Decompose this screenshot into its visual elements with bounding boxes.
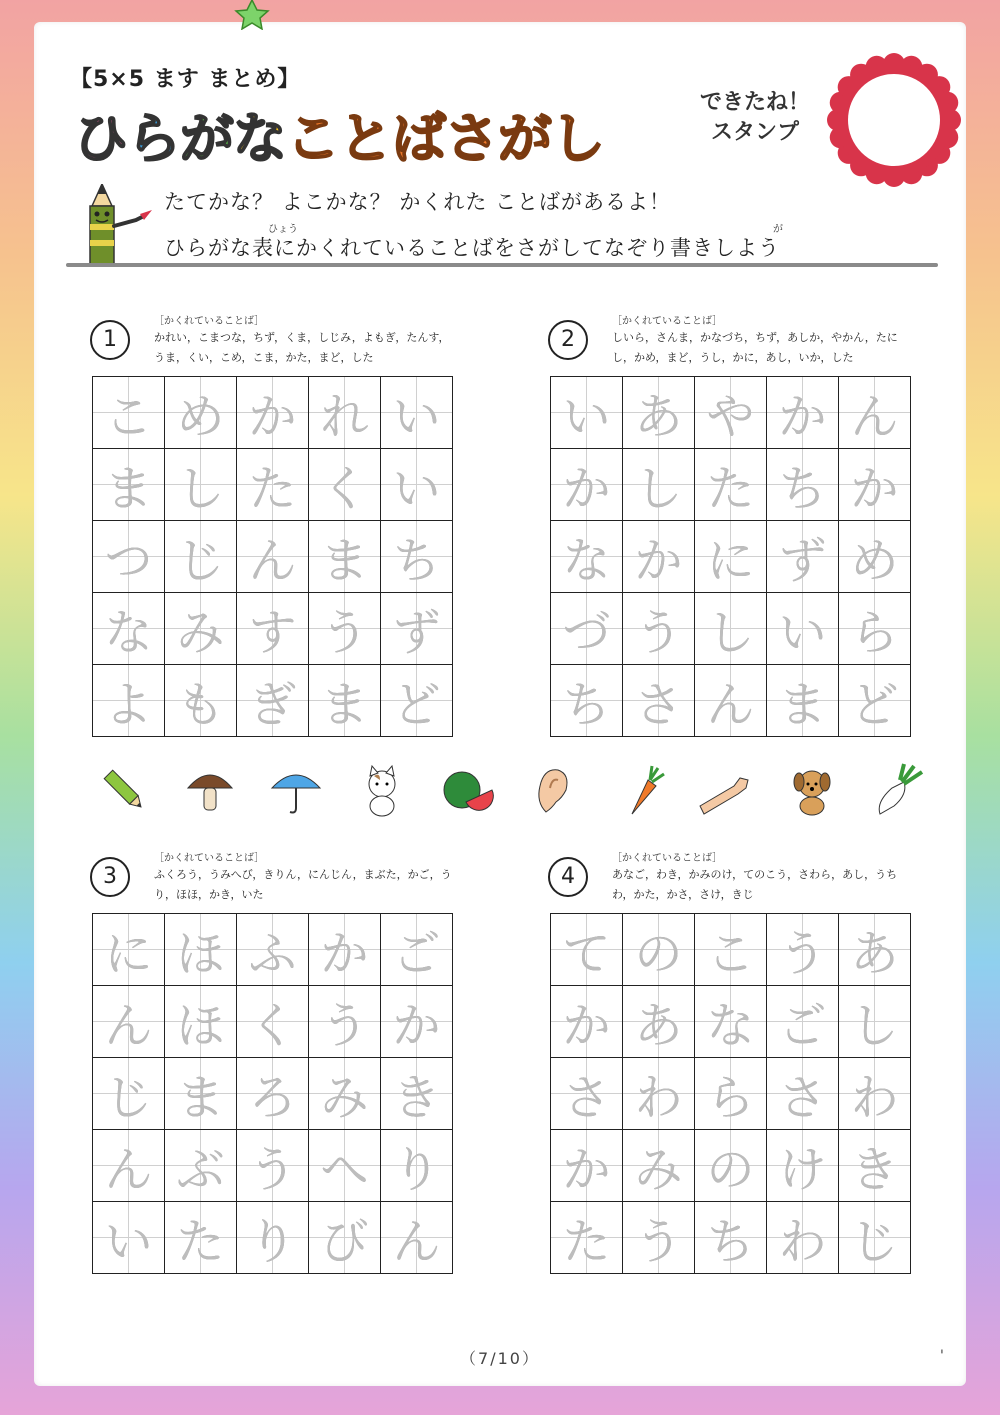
grid-cell[interactable]: に bbox=[695, 521, 767, 593]
hidden-words-label: ［かくれていることば］ bbox=[154, 853, 265, 864]
grid-cell[interactable]: く bbox=[237, 986, 309, 1058]
grid-cell[interactable]: か bbox=[551, 449, 623, 521]
grid-cell[interactable]: ず bbox=[767, 521, 839, 593]
carrot-icon bbox=[612, 762, 668, 818]
grid-cell[interactable]: ん bbox=[839, 377, 911, 449]
title-letter: が bbox=[180, 107, 233, 170]
grid-cell[interactable]: り bbox=[237, 1202, 309, 1274]
grid-cell[interactable]: わ bbox=[623, 1058, 695, 1130]
worksheet-subtitle: 【5×5 ます まとめ】 bbox=[70, 67, 301, 92]
grid-cell[interactable]: し bbox=[695, 593, 767, 665]
grid-cell[interactable]: ふ bbox=[237, 914, 309, 986]
letter-grid bbox=[92, 376, 453, 737]
hidden-words-label: ［かくれていることば］ bbox=[154, 316, 265, 327]
grid-cell[interactable]: づ bbox=[551, 593, 623, 665]
title-letter: な bbox=[233, 107, 286, 170]
grid-cell[interactable]: か bbox=[623, 521, 695, 593]
grid-cell[interactable]: い bbox=[551, 377, 623, 449]
title-hiragana bbox=[74, 107, 286, 170]
grid-cell[interactable]: こ bbox=[93, 377, 165, 449]
grid-cell[interactable]: ん bbox=[93, 1130, 165, 1202]
grid-cell[interactable]: て bbox=[551, 914, 623, 986]
letter-grid bbox=[92, 913, 453, 1274]
stamp-label bbox=[690, 88, 820, 148]
grid-cell[interactable]: ん bbox=[93, 986, 165, 1058]
grid-cell[interactable]: め bbox=[165, 377, 237, 449]
umbrella-icon bbox=[268, 762, 324, 818]
grid-cell[interactable]: み bbox=[309, 1058, 381, 1130]
grid-cell[interactable]: に bbox=[93, 914, 165, 986]
grid-cell[interactable]: う bbox=[623, 1202, 695, 1274]
grid-cell[interactable]: ほ bbox=[165, 914, 237, 986]
grid-cell[interactable]: わ bbox=[839, 1058, 911, 1130]
grid-cell[interactable]: さ bbox=[551, 1058, 623, 1130]
grid-cell[interactable]: ど bbox=[839, 665, 911, 737]
picture-row bbox=[96, 762, 916, 822]
grid-cell[interactable]: ぎ bbox=[237, 665, 309, 737]
grid-cell[interactable]: び bbox=[309, 1202, 381, 1274]
grid-cell[interactable]: も bbox=[165, 665, 237, 737]
instruction-line-1: たてかな？ よこかな？ かくれた ことばがあるよ！ bbox=[164, 190, 672, 214]
hidden-words-list: あなご，わき，かみのけ，てのこう，さわら，あし，うちわ，かた，かさ，さけ，きじ bbox=[612, 868, 898, 901]
hidden-words-list: しいら，さんま，かなづち，ちず，あしか，やかん，たにし，かめ，まど，うし，かに，あし，いか，した bbox=[612, 331, 898, 364]
stamp-label-line2: スタンプ bbox=[710, 120, 799, 145]
grid-cell[interactable]: し bbox=[623, 449, 695, 521]
grid-cell[interactable]: か bbox=[381, 986, 453, 1058]
grid-cell[interactable]: ま bbox=[165, 1058, 237, 1130]
grid-cell[interactable]: り bbox=[381, 1130, 453, 1202]
grid-cell[interactable]: な bbox=[93, 593, 165, 665]
grid-cell[interactable]: こ bbox=[695, 914, 767, 986]
grid-cell[interactable]: め bbox=[839, 521, 911, 593]
puzzle-number: 2 bbox=[548, 320, 588, 360]
grid-cell[interactable]: い bbox=[381, 449, 453, 521]
instruction-line-2: ひらがな表にかくれていることばをさがしてなぞり書きしよう bbox=[164, 236, 780, 260]
worksheet-title bbox=[74, 96, 604, 173]
arm-icon bbox=[698, 762, 754, 818]
ear-icon bbox=[526, 762, 582, 818]
grid-cell[interactable]: ん bbox=[695, 665, 767, 737]
hidden-words-list: ふくろう，うみへび，きりん，にんじん，まぶた，かご，うり，ほほ，かき，いた bbox=[154, 868, 452, 901]
grid-cell[interactable]: か bbox=[309, 914, 381, 986]
grid-cell[interactable]: の bbox=[695, 1130, 767, 1202]
grid-cell[interactable]: ち bbox=[551, 665, 623, 737]
grid-cell[interactable]: な bbox=[551, 521, 623, 593]
grid-cell[interactable]: さ bbox=[767, 1058, 839, 1130]
grid-cell[interactable]: く bbox=[309, 449, 381, 521]
ruby-hyou: ひょう bbox=[268, 224, 298, 235]
pencil-icon bbox=[96, 762, 152, 818]
mushroom-icon bbox=[182, 762, 238, 818]
grid-cell[interactable]: け bbox=[767, 1130, 839, 1202]
grid-cell[interactable]: い bbox=[93, 1202, 165, 1274]
grid-cell[interactable]: ぶ bbox=[165, 1130, 237, 1202]
grid-cell[interactable]: し bbox=[165, 449, 237, 521]
grid-cell[interactable]: へ bbox=[309, 1130, 381, 1202]
grid-cell[interactable]: ま bbox=[309, 665, 381, 737]
grid-cell[interactable]: じ bbox=[165, 521, 237, 593]
dog-icon bbox=[784, 762, 840, 818]
puzzle-number: 4 bbox=[548, 857, 588, 897]
grid-cell[interactable]: う bbox=[309, 593, 381, 665]
corner-mark: ' bbox=[940, 1348, 944, 1364]
hidden-words-label: ［かくれていることば］ bbox=[612, 853, 723, 864]
ruby-ga: が bbox=[773, 224, 783, 235]
grid-cell[interactable]: ち bbox=[767, 449, 839, 521]
grid-cell[interactable]: き bbox=[839, 1130, 911, 1202]
grid-cell[interactable]: た bbox=[165, 1202, 237, 1274]
title-kotobasagashi: ことばさがし bbox=[286, 107, 604, 170]
grid-cell[interactable]: う bbox=[623, 593, 695, 665]
grid-cell[interactable]: い bbox=[381, 377, 453, 449]
grid-cell[interactable]: ち bbox=[381, 521, 453, 593]
grid-cell[interactable]: じ bbox=[93, 1058, 165, 1130]
grid-cell[interactable]: す bbox=[237, 593, 309, 665]
grid-cell[interactable]: う bbox=[237, 1130, 309, 1202]
grid-cell[interactable]: ら bbox=[695, 1058, 767, 1130]
stamp-circle bbox=[826, 52, 962, 188]
grid-cell[interactable]: や bbox=[695, 377, 767, 449]
grid-cell[interactable]: ち bbox=[695, 1202, 767, 1274]
grid-cell[interactable]: な bbox=[695, 986, 767, 1058]
grid-cell[interactable]: よ bbox=[93, 665, 165, 737]
grid-cell[interactable]: た bbox=[237, 449, 309, 521]
puzzle-number: 1 bbox=[90, 320, 130, 360]
grid-cell[interactable]: ご bbox=[767, 986, 839, 1058]
grid-cell[interactable]: た bbox=[695, 449, 767, 521]
grid-cell[interactable]: つ bbox=[93, 521, 165, 593]
title-letter: ら bbox=[127, 107, 180, 170]
grid-cell[interactable]: か bbox=[767, 377, 839, 449]
hidden-words-label: ［かくれていることば］ bbox=[612, 316, 723, 327]
grid-cell[interactable]: の bbox=[623, 914, 695, 986]
grid-cell[interactable]: ご bbox=[381, 914, 453, 986]
grid-cell[interactable]: じ bbox=[839, 1202, 911, 1274]
grid-cell[interactable]: ま bbox=[93, 449, 165, 521]
star-icon bbox=[232, 0, 272, 30]
page-number: （7/10） bbox=[460, 1349, 540, 1368]
grid-cell[interactable]: ま bbox=[767, 665, 839, 737]
puzzle-number: 3 bbox=[90, 857, 130, 897]
grid-cell[interactable]: さ bbox=[623, 665, 695, 737]
grid-cell[interactable]: わ bbox=[767, 1202, 839, 1274]
grid-cell[interactable]: か bbox=[237, 377, 309, 449]
stamp-label-line1: できたね！ bbox=[699, 90, 810, 115]
letter-grid bbox=[550, 913, 911, 1274]
grid-cell[interactable]: し bbox=[839, 986, 911, 1058]
grid-cell[interactable]: た bbox=[551, 1202, 623, 1274]
hidden-words-list: かれい，こまつな，ちず，くま，しじみ，よもぎ，たんす，うま，くい，こめ，こま，かた，まど，した bbox=[154, 331, 450, 364]
grid-cell[interactable]: ず bbox=[381, 593, 453, 665]
grid-cell[interactable]: い bbox=[767, 593, 839, 665]
title-letter: ひ bbox=[74, 107, 127, 170]
grid-cell[interactable]: か bbox=[551, 1130, 623, 1202]
grid-cell[interactable]: ん bbox=[381, 1202, 453, 1274]
letter-grid bbox=[550, 376, 911, 737]
grid-cell[interactable]: ろ bbox=[237, 1058, 309, 1130]
grid-cell[interactable]: ん bbox=[237, 521, 309, 593]
grid-cell[interactable]: あ bbox=[623, 377, 695, 449]
grid-cell[interactable]: あ bbox=[623, 986, 695, 1058]
radish-icon bbox=[870, 762, 926, 818]
grid-cell[interactable]: か bbox=[839, 449, 911, 521]
grid-cell[interactable]: ど bbox=[381, 665, 453, 737]
watermelon-icon bbox=[440, 762, 496, 818]
grid-cell[interactable]: み bbox=[623, 1130, 695, 1202]
grid-cell[interactable]: き bbox=[381, 1058, 453, 1130]
grid-cell[interactable]: う bbox=[309, 986, 381, 1058]
grid-cell[interactable]: み bbox=[165, 593, 237, 665]
grid-cell[interactable]: ほ bbox=[165, 986, 237, 1058]
divider bbox=[66, 263, 938, 267]
grid-cell[interactable]: れ bbox=[309, 377, 381, 449]
grid-cell[interactable]: う bbox=[767, 914, 839, 986]
cat-icon bbox=[354, 762, 410, 818]
grid-cell[interactable]: ら bbox=[839, 593, 911, 665]
grid-cell[interactable]: あ bbox=[839, 914, 911, 986]
grid-cell[interactable]: か bbox=[551, 986, 623, 1058]
pencil-mascot-icon bbox=[82, 184, 162, 266]
grid-cell[interactable]: ま bbox=[309, 521, 381, 593]
